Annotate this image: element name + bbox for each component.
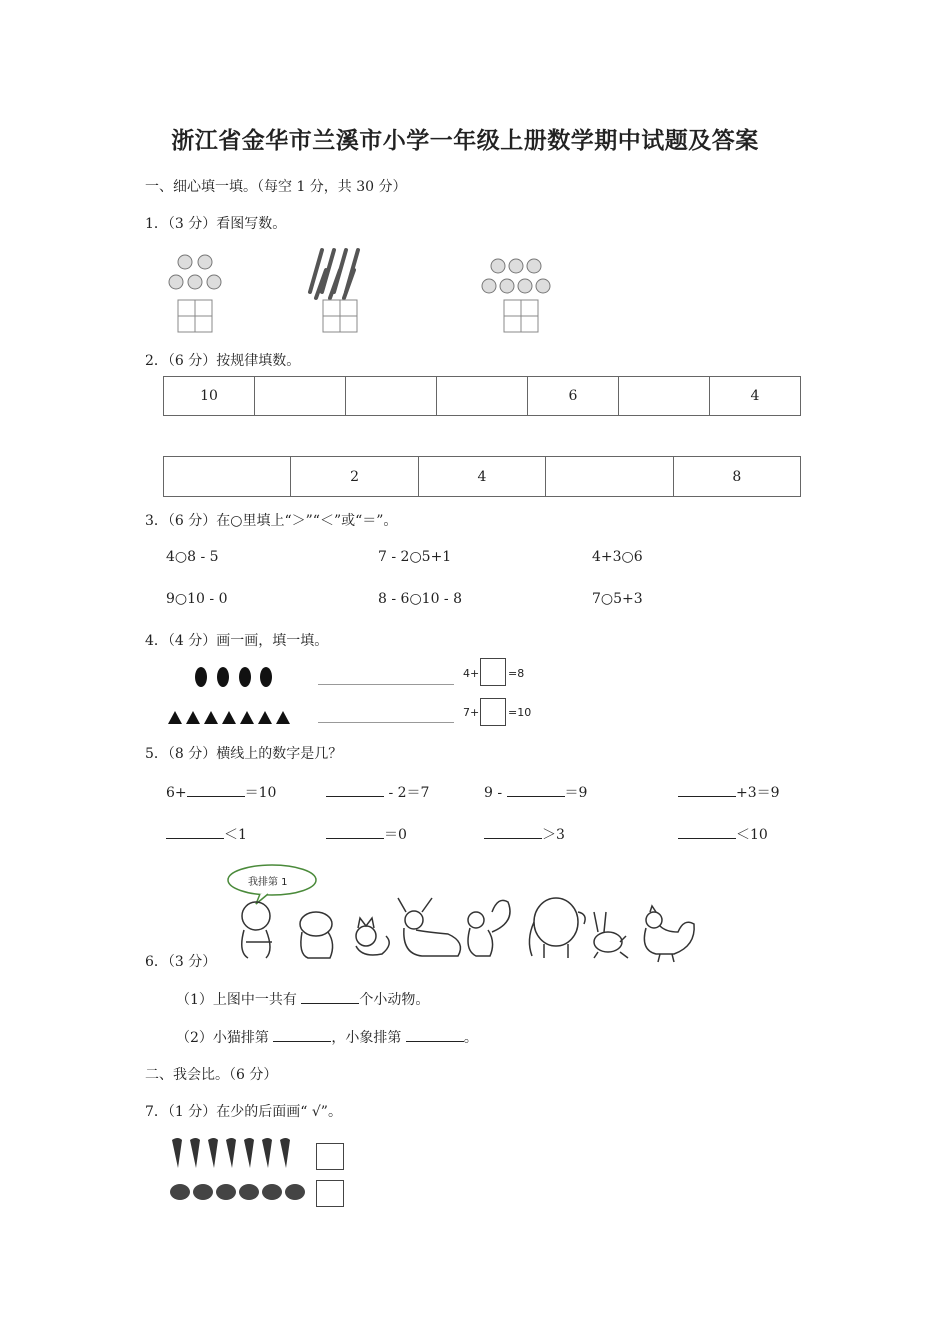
answer-blank[interactable]: [166, 824, 224, 839]
deer-icon: [398, 898, 460, 956]
equation-prefix: 7+: [463, 706, 480, 719]
answer-box[interactable]: [480, 698, 506, 726]
rooster-icon: [644, 906, 694, 962]
section-2-heading: 二、我会比。（6 分）: [145, 1067, 278, 1083]
pencil-group-icon: [310, 250, 358, 298]
sequence-cell[interactable]: 6: [528, 377, 619, 415]
cat-icon: [356, 918, 389, 955]
answer-blank[interactable]: [406, 1027, 464, 1042]
answer-blank[interactable]: [326, 824, 384, 839]
shapes-figure: [164, 664, 309, 728]
answer-blank[interactable]: [678, 824, 736, 839]
question-4-label: 4．（4 分）画一画，填一填。: [145, 633, 329, 649]
compare-item: 9○10 - 0: [166, 591, 228, 607]
radish-icon: [170, 1184, 305, 1200]
squirrel-icon: [468, 900, 510, 956]
question-2-label: 2．（6 分）按规律填数。: [145, 353, 301, 369]
blank-equation: - 2＝7: [326, 782, 429, 802]
question-6-sub-2: （2）小猫排第 ，小象排第 。: [176, 1027, 478, 1047]
sequence-cell[interactable]: [619, 377, 710, 415]
count-pictures: [160, 240, 580, 340]
section-1-heading: 一、细心填一填。（每空 1 分，共 30 分）: [145, 179, 407, 195]
answer-blank[interactable]: [273, 1027, 331, 1042]
carrot-rows: [166, 1134, 306, 1210]
apple-group-icon: [482, 259, 550, 293]
compare-item: 4+3○6: [592, 549, 643, 565]
sequence-cell[interactable]: 2: [291, 457, 418, 496]
page-title: 浙江省金华市兰溪市小学一年级上册数学期中试题及答案: [171, 127, 759, 154]
answer-blank[interactable]: [326, 782, 384, 797]
question-6-label: 6．（3 分）: [145, 954, 217, 970]
equation-prefix: 4+: [463, 667, 480, 680]
compare-item: 7 - 2○5+1: [378, 549, 452, 565]
blank-equation: ＞3: [484, 824, 565, 844]
sequence-row-1: [163, 376, 801, 416]
blank-equation: ＝0: [326, 824, 407, 844]
sequence-cell[interactable]: 10: [164, 377, 255, 415]
blank-equation: 9 - ＝9: [484, 782, 587, 802]
question-7-label: 7．（1 分）在少的后面画“ √”。: [145, 1104, 342, 1120]
carrot-icon: [172, 1138, 290, 1168]
dog-icon: [300, 912, 333, 958]
blank-equation: ＜10: [678, 824, 768, 844]
answer-blank[interactable]: [187, 782, 245, 797]
oval-icon: [195, 667, 272, 687]
compare-item: 4○8 - 5: [166, 549, 219, 565]
sequence-cell[interactable]: [255, 377, 346, 415]
sequence-row-2: [163, 456, 801, 497]
draw-line[interactable]: [318, 684, 454, 685]
check-box[interactable]: [316, 1143, 344, 1170]
elephant-icon: [529, 898, 585, 958]
sequence-cell[interactable]: [437, 377, 528, 415]
sequence-cell[interactable]: 4: [419, 457, 546, 496]
compare-item: 8 - 6○10 - 8: [378, 591, 463, 607]
check-box[interactable]: [316, 1180, 344, 1207]
answer-grid-icon: [504, 300, 538, 332]
draw-line[interactable]: [318, 722, 454, 723]
equation-suffix: =8: [508, 667, 525, 680]
compare-item: 7○5+3: [592, 591, 643, 607]
monkey-icon: [242, 902, 272, 958]
question-5-label: 5．（8 分）横线上的数字是几？: [145, 746, 343, 762]
sequence-cell[interactable]: [346, 377, 437, 415]
answer-box[interactable]: [480, 658, 506, 686]
question-1-label: 1．（3 分）看图写数。: [145, 216, 287, 232]
answer-blank[interactable]: [678, 782, 736, 797]
flower-group-icon: [169, 255, 221, 289]
animal-lineup: [226, 862, 706, 966]
answer-blank[interactable]: [484, 824, 542, 839]
blank-equation: +3＝9: [678, 782, 780, 802]
triangle-icon: [168, 711, 290, 724]
question-6-sub-1: （1）上图中一共有 个小动物。: [176, 989, 429, 1009]
answer-grid-icon: [323, 300, 357, 332]
equation-suffix: =10: [508, 706, 532, 719]
rabbit-icon: [594, 912, 628, 958]
sequence-cell[interactable]: 8: [732, 468, 742, 485]
speech-bubble-text: 我排第 1: [248, 877, 288, 888]
blank-equation: 6+ ＝10: [166, 782, 276, 802]
sequence-cell[interactable]: [164, 457, 291, 496]
answer-blank[interactable]: [507, 782, 565, 797]
sequence-cell[interactable]: [546, 457, 673, 496]
blank-equation: ＜1: [166, 824, 247, 844]
answer-blank[interactable]: [301, 989, 359, 1004]
sequence-cell[interactable]: 4: [750, 388, 760, 404]
answer-grid-icon: [178, 300, 212, 332]
question-3-label: 3．（6 分）在○里填上“＞”“＜”或“＝”。: [145, 513, 398, 529]
